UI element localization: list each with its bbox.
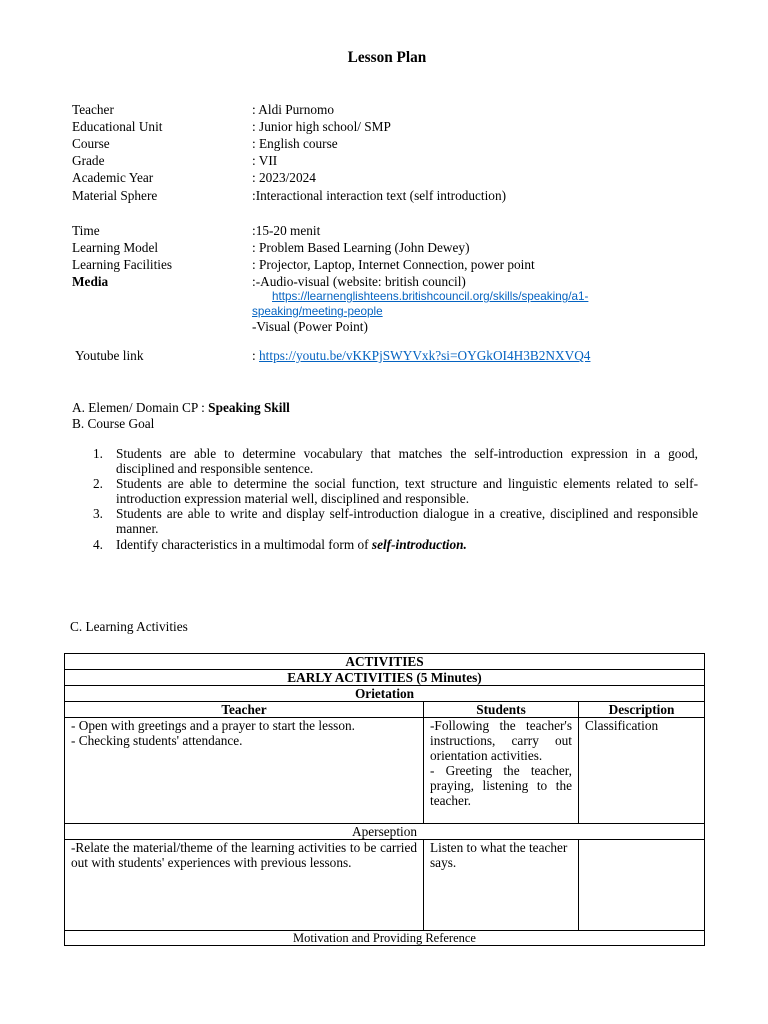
material-label: Material Sphere	[72, 188, 158, 203]
table-row	[65, 824, 705, 840]
goal-text-emphasis: self-introduction.	[371, 537, 467, 552]
time-value: :15-20 menit	[252, 223, 321, 238]
youtube-link[interactable]: https://youtu.be/vKKPjSWYVxk?si=OYGkOI4H3B2NXVQ4	[259, 348, 591, 363]
model-label: Learning Model	[72, 240, 159, 255]
material-value: :Interactional interaction text (self introduction)	[252, 188, 507, 203]
goal-text: Students are able to write and display self-introduction dialogue in a creative, disciplined and responsible manner.	[116, 506, 698, 536]
model-value: : Problem Based Learning (John Dewey)	[252, 240, 470, 255]
table-row	[65, 686, 705, 702]
section-c: C. Learning Activities	[70, 619, 188, 634]
row2-students-cell: Listen to what the teacher says.	[424, 840, 579, 931]
goal-number: 3.	[93, 506, 103, 521]
col-students-header: Students	[424, 702, 579, 718]
table-row	[65, 654, 705, 670]
goal-number: 2.	[93, 476, 103, 491]
col-description-header: Description	[579, 702, 705, 718]
grade-value: : VII	[252, 153, 278, 168]
year-label: Academic Year	[72, 170, 154, 185]
goal-number: 4.	[93, 537, 103, 552]
section-b: B. Course Goal	[72, 416, 155, 431]
grade-label: Grade	[72, 153, 105, 168]
course-value: : English course	[252, 136, 338, 151]
goal-item	[93, 506, 698, 536]
teacher-value: : Aldi Purnomo	[252, 102, 335, 117]
british-council-link-continued[interactable]: speaking/meeting-people	[252, 305, 383, 318]
unit-value: : Junior high school/ SMP	[252, 119, 391, 134]
motivation-header: Motivation and Providing Reference	[65, 931, 705, 946]
row1-students-cell	[424, 718, 579, 824]
goal-text	[116, 537, 698, 552]
page-title: Lesson Plan	[347, 49, 427, 66]
youtube-prefix: :	[252, 348, 260, 363]
activities-table	[64, 653, 705, 946]
row1-teacher-line-2: - Checking students' attendance.	[71, 733, 243, 748]
table-row	[65, 702, 705, 718]
row2-teacher-cell: -Relate the material/theme of the learning activities to be carried out with students' experiences with previous lessons.	[65, 840, 424, 931]
youtube-value	[252, 347, 590, 364]
early-activities-header: EARLY ACTIVITIES (5 Minutes)	[65, 670, 705, 686]
table-row	[65, 718, 705, 824]
section-a	[72, 399, 290, 416]
facilities-value: : Projector, Laptop, Internet Connection, power point	[252, 257, 535, 272]
teacher-label: Teacher	[72, 102, 114, 117]
course-label: Course	[72, 136, 110, 151]
row2-description-cell	[579, 840, 705, 931]
goal-item	[93, 476, 698, 506]
row1-teacher-cell	[65, 718, 424, 824]
apperception-header: Aperseption	[65, 824, 705, 840]
unit-label: Educational Unit	[72, 119, 163, 134]
section-a-skill: Speaking Skill	[208, 400, 290, 415]
facilities-label: Learning Facilities	[72, 257, 173, 272]
goal-item	[93, 446, 698, 476]
goal-item	[93, 537, 698, 552]
row1-teacher-line-1: - Open with greetings and a prayer to start the lesson.	[71, 718, 355, 733]
section-a-label: A. Elemen/ Domain CP :	[72, 400, 209, 415]
media-label: Media	[72, 274, 109, 289]
media-value: :-Audio-visual (website: british council)	[252, 274, 466, 289]
row1-students-line-1: -Following the teacher's instructions, carry out orientation activities.	[430, 718, 572, 763]
activities-header: ACTIVITIES	[65, 654, 705, 670]
year-value: : 2023/2024	[252, 170, 316, 185]
orientation-header: Orietation	[65, 686, 705, 702]
time-label: Time	[72, 223, 100, 238]
table-row	[65, 840, 705, 931]
table-row	[65, 931, 705, 946]
col-teacher-header: Teacher	[65, 702, 424, 718]
goal-text: Students are able to determine the social function, text structure and linguistic elements related to self-introduction expression material well, disciplined and responsible.	[116, 476, 698, 506]
row1-students-line-2: - Greeting the teacher, praying, listening to the teacher.	[430, 763, 572, 808]
goal-text: Students are able to determine vocabulary that matches the self-introduction expression in a good, disciplined and responsible sentence.	[116, 446, 698, 476]
row1-description-cell: Classification	[579, 718, 705, 824]
media-visual: -Visual (Power Point)	[252, 319, 368, 334]
goal-number: 1.	[93, 446, 103, 461]
goal-text-plain: Identify characteristics in a multimodal form of	[116, 537, 372, 552]
table-row	[65, 670, 705, 686]
british-council-link[interactable]: https://learnenglishteens.britishcouncil.org/skills/speaking/a1-	[272, 290, 589, 303]
youtube-label: Youtube link	[75, 348, 144, 363]
